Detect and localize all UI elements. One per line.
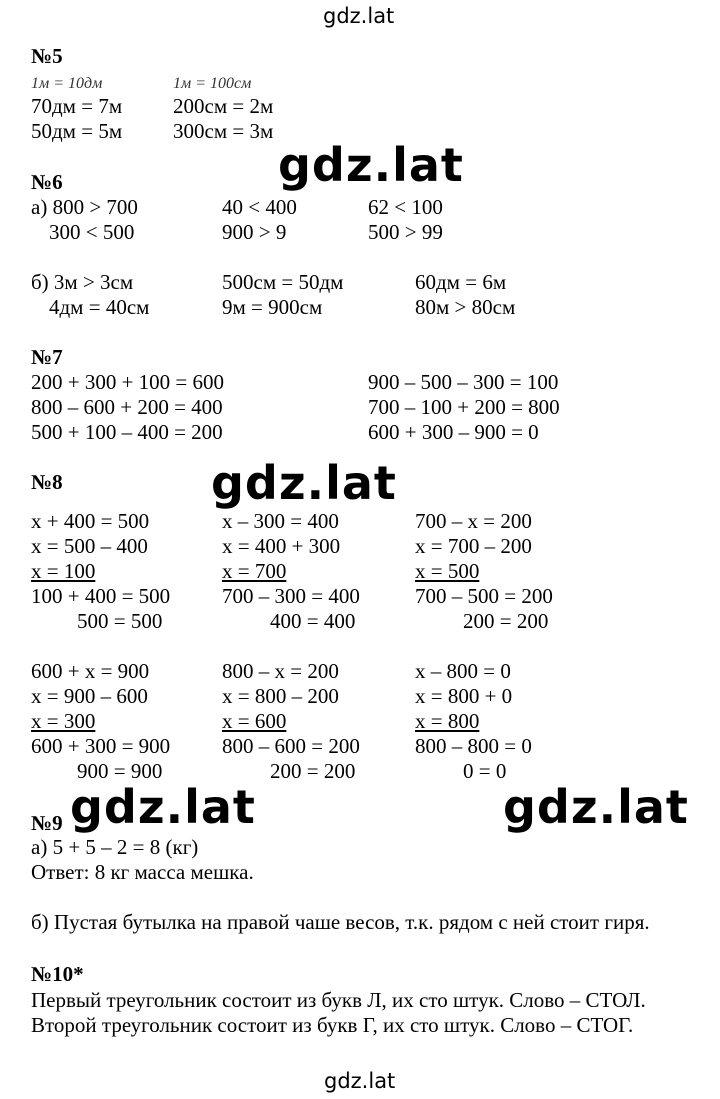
task-7-equation: 200 + 300 + 100 = 600 xyxy=(31,370,225,394)
task-7-equation: 500 + 100 – 400 = 200 xyxy=(31,420,223,444)
task-8-line: x = 900 – 600 xyxy=(31,684,148,708)
watermark-large: gdz.lat xyxy=(278,138,464,192)
task-8-check: 200 = 200 xyxy=(463,609,549,633)
task-9-title: №9 xyxy=(31,811,63,835)
task-8-check: 600 + 300 = 900 xyxy=(31,734,171,758)
task-7-equation: 700 – 100 + 200 = 800 xyxy=(368,395,560,419)
task-5-cell: 50дм = 5м xyxy=(31,119,123,143)
task-8-check: 400 = 400 xyxy=(270,609,356,633)
task-8-line: x – 800 = 0 xyxy=(415,659,511,683)
task-6-cell: а) 800 > 700 xyxy=(31,195,138,219)
task-5-cell: 300см = 3м xyxy=(173,119,274,143)
task-8-answer: x = 800 xyxy=(415,709,480,733)
task-6-cell: 9м = 900см xyxy=(222,295,323,319)
task-6-cell: 300 < 500 xyxy=(49,220,135,244)
task-8-answer: x = 600 xyxy=(222,709,287,733)
task-8-line: 700 – x = 200 xyxy=(415,509,532,533)
task-7-equation: 600 + 300 – 900 = 0 xyxy=(368,420,539,444)
task-6-cell: 500 > 99 xyxy=(368,220,443,244)
task-8-check: 100 + 400 = 500 xyxy=(31,584,171,608)
task-9-answer: Ответ: 8 кг масса мешка. xyxy=(31,860,254,884)
task-8-check: 800 – 800 = 0 xyxy=(415,734,532,758)
task-8-line: x = 800 + 0 xyxy=(415,684,513,708)
task-8-check: 500 = 500 xyxy=(77,609,163,633)
task-5-cell: 70дм = 7м xyxy=(31,94,123,118)
task-8-line: x = 500 – 400 xyxy=(31,534,148,558)
task-8-answer: x = 500 xyxy=(415,559,480,583)
task-8-line: 600 + x = 900 xyxy=(31,659,150,683)
watermark-large: gdz.lat xyxy=(503,780,689,834)
task-10-line-2: Второй треугольник состоит из букв Г, их сто штук. Слово – СТОГ. xyxy=(31,1013,634,1037)
task-8-title: №8 xyxy=(31,470,63,494)
task-8-line: 800 – x = 200 xyxy=(222,659,339,683)
task-8-check: 700 – 300 = 400 xyxy=(222,584,360,608)
watermark-bottom: gdz.lat xyxy=(324,1069,396,1093)
watermark-large: gdz.lat xyxy=(70,780,256,834)
task-8-line: x + 400 = 500 xyxy=(31,509,150,533)
task-6-cell: 500см = 50дм xyxy=(222,270,344,294)
watermark-large: gdz.lat xyxy=(211,456,397,510)
task-9-part-a: а) 5 + 5 – 2 = 8 (кг) xyxy=(31,835,199,859)
task-6-cell: 80м > 80см xyxy=(415,295,516,319)
task-6-cell: 40 < 400 xyxy=(222,195,297,219)
task-8-line: x – 300 = 400 xyxy=(222,509,339,533)
task-10-title: №10* xyxy=(31,962,84,986)
task-7-title: №7 xyxy=(31,345,63,369)
task-6-title: №6 xyxy=(31,170,63,194)
task-5-cell: 200см = 2м xyxy=(173,94,274,118)
task-8-line: x = 700 – 200 xyxy=(415,534,532,558)
task-10-line-1: Первый треугольник состоит из букв Л, их сто штук. Слово – СТОЛ. xyxy=(31,988,646,1012)
task-7-equation: 900 – 500 – 300 = 100 xyxy=(368,370,559,394)
task-8-check: 200 = 200 xyxy=(270,759,356,783)
task-8-answer: x = 100 xyxy=(31,559,96,583)
task-6-cell: 4дм = 40см xyxy=(49,295,150,319)
task-7-equation: 800 – 600 + 200 = 400 xyxy=(31,395,223,419)
task-8-check: 800 – 600 = 200 xyxy=(222,734,360,758)
task-6-cell: 900 > 9 xyxy=(222,220,287,244)
task-8-check: 900 = 900 xyxy=(77,759,163,783)
task-6-cell: 62 < 100 xyxy=(368,195,443,219)
task-5-title: №5 xyxy=(31,44,63,68)
task-9-part-b: б) Пустая бутылка на правой чаше весов, т.к. рядом с ней стоит гиря. xyxy=(31,910,650,934)
task-8-answer: x = 300 xyxy=(31,709,96,733)
task-8-check: 700 – 500 = 200 xyxy=(415,584,553,608)
watermark-top: gdz.lat xyxy=(323,4,395,28)
task-8-line: x = 400 + 300 xyxy=(222,534,341,558)
task-6-cell: 60дм = 6м xyxy=(415,270,507,294)
task-5-unit-1: 1м = 10дм xyxy=(31,75,103,92)
task-6-cell: б) 3м > 3см xyxy=(31,270,134,294)
task-8-check: 0 = 0 xyxy=(463,759,507,783)
task-8-answer: x = 700 xyxy=(222,559,287,583)
task-5-unit-2: 1м = 100см xyxy=(173,75,252,92)
task-8-line: x = 800 – 200 xyxy=(222,684,339,708)
